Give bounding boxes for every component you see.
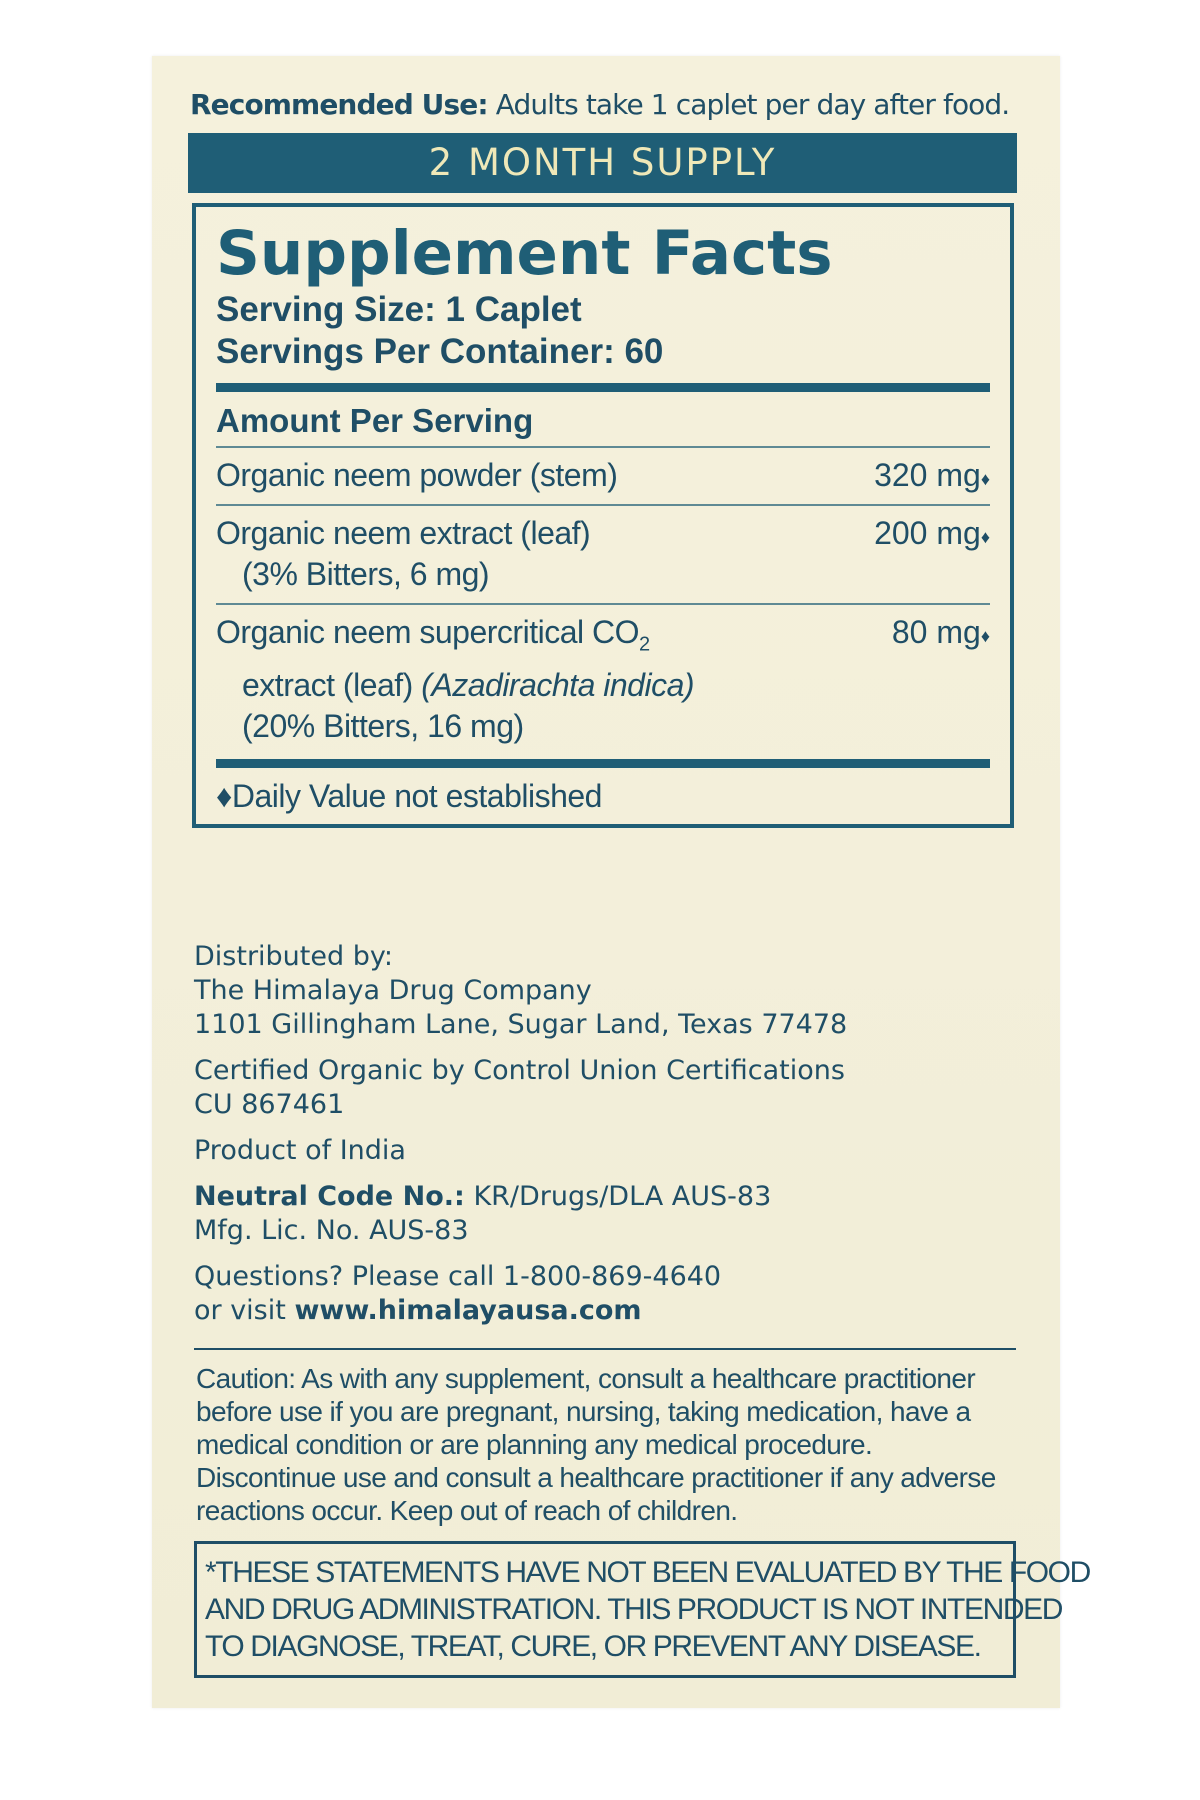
supplement-facts-panel [192,203,1014,828]
visit-prefix: or visit [194,1295,286,1327]
supply-banner: 2 MONTH SUPPLY [188,133,1017,193]
ingredient-name: Organic neem powder (stem) [216,457,618,493]
product-label-panel [152,56,1090,1708]
thick-divider [216,383,990,392]
website-link: www.himalayausa.com [294,1295,642,1327]
company-address: 1101 Gillingham Lane, Sugar Land, Texas 77478 [194,1009,848,1041]
neutral-code-value: KR/Drugs/DLA AUS-83 [473,1181,772,1213]
daily-value-mark: ♦ [980,527,990,547]
distributor-info [194,940,1020,1328]
ingredient-row [216,506,990,603]
ingredient-name [216,612,694,747]
fda-disclaimer-line: AND DRUG ADMINISTRATION. THIS PRODUCT IS NOT INTENDED [205,1593,1062,1627]
ingredient-name-main: Organic neem extract (leaf) [216,515,591,551]
ingredient-amount: 200 mg♦ [874,515,990,551]
contact-block [194,1260,1020,1328]
thin-divider [216,504,990,506]
servings-per-container: Servings Per Container: 60 [216,332,664,371]
supplement-facts-title: Supplement Facts [216,218,833,289]
daily-value-footnote: ♦Daily Value not established [216,778,602,815]
neutral-code-label: Neutral Code No.: [194,1181,465,1213]
product-origin: Product of India [194,1135,406,1167]
thin-divider [216,603,990,605]
mfg-license: Mfg. Lic. No. AUS-83 [194,1215,469,1247]
fda-disclaimer [194,1541,1090,1678]
questions-line: Questions? Please call 1-800-869-4640 [194,1261,722,1293]
ingredient-amount: 80 mg♦ [891,614,990,650]
section-divider [194,1348,1016,1350]
ingredient-amount: 320 mg♦ [874,457,990,493]
ingredient-name-main: Organic neem supercritical CO [216,614,639,650]
ingredient-row [216,448,990,504]
daily-value-mark: ♦ [980,469,990,489]
botanical-name: (Azadirachta indica) [421,667,695,704]
company-name: The Himalaya Drug Company [194,975,592,1007]
caution-text: Caution: As with any supplement, consult a healthcare practitioner before use if you are pregnant, nursing, taking medication, have a medical condition or are planning any medical procedure. Discontinue use and consult a healthcare practitioner if any adverse reactions occur. Keep out of reach of children. [196,1363,996,1527]
ingredient-detail: (20% Bitters, 16 mg) [242,708,524,745]
certification-line: Certified Organic by Control Union Certifications [194,1055,845,1087]
certification-code: CU 867461 [194,1089,345,1121]
thick-divider [216,759,990,768]
distributed-by-label: Distributed by: [194,941,393,973]
fda-disclaimer-line: TO DIAGNOSE, TREAT, CURE, OR PREVENT ANY DISEASE. [205,1630,981,1664]
ingredient-detail: (3% Bitters, 6 mg) [242,556,490,592]
fda-disclaimer-line: *THESE STATEMENTS HAVE NOT BEEN EVALUATED BY THE FOOD [205,1556,1090,1590]
ingredient-name [216,513,590,595]
recommended-use-label: Recommended Use: [190,88,488,121]
ingredient-name-line2: extract (leaf) (Azadirachta indica) [242,667,695,704]
recommended-use [190,88,1020,121]
recommended-use-text: Adults take 1 caplet per day after food. [495,88,1010,121]
distributor-block [194,940,1020,1042]
ingredient-row [216,605,990,755]
codes-block [194,1180,1020,1248]
daily-value-mark: ♦ [980,626,990,646]
subscript-two: 2 [638,633,650,656]
serving-size: Serving Size: 1 Caplet [216,290,582,329]
certification-block [194,1054,1020,1122]
amount-per-serving-heading: Amount Per Serving [216,402,534,439]
thin-divider [216,446,990,448]
